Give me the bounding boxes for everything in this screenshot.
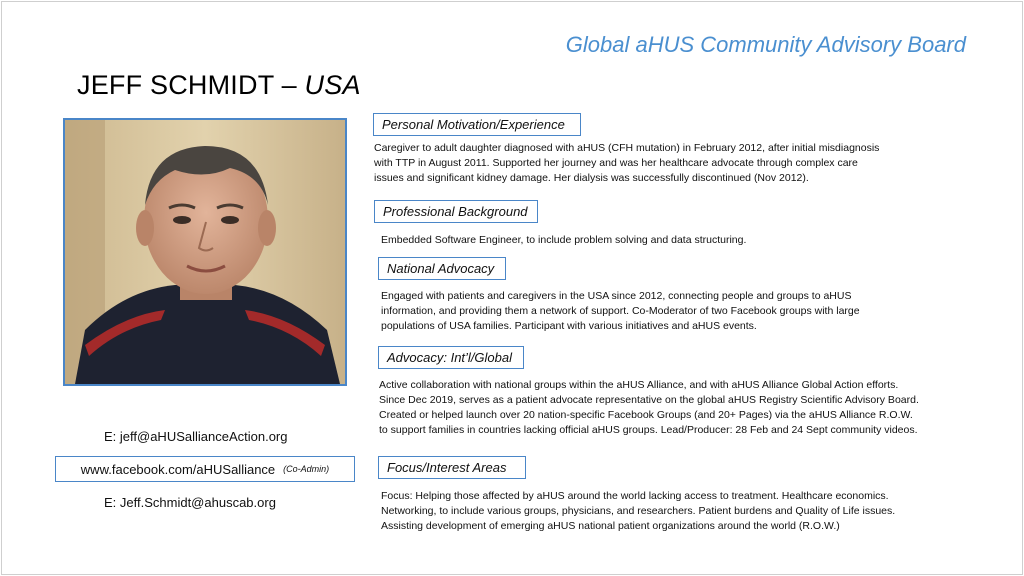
- body-line: Assisting development of emerging aHUS national patient organizations around the world (R.O.W.): [381, 520, 840, 532]
- body-line: Networking, to include various groups, physicians, and researchers. Patient burdens and Quality of Life issues.: [381, 505, 896, 517]
- person-name-text: JEFF SCHMIDT –: [77, 70, 305, 100]
- email-primary[interactable]: E: jeff@aHUSallianceAction.org: [104, 429, 288, 444]
- body-line: Since Dec 2019, serves as a patient advocate representative on the global aHUS Registry Scientific Advisory Board.: [379, 394, 919, 406]
- section-heading-national-advocacy: National Advocacy: [378, 257, 506, 280]
- body-line: Focus: Helping those affected by aHUS around the world lacking access to treatment. Healthcare economics.: [381, 490, 889, 502]
- body-line: information, and providing them a network of support. Co-Moderator of two Facebook groups with large: [381, 305, 860, 317]
- section-heading-focus-interest: Focus/Interest Areas: [378, 456, 526, 479]
- section-heading-personal-motivation: Personal Motivation/Experience: [373, 113, 581, 136]
- section-heading-professional-background: Professional Background: [374, 200, 538, 223]
- section-body-national-advocacy: [381, 289, 941, 334]
- body-line: populations of USA families. Participant with various initiatives and aHUS events.: [381, 320, 757, 332]
- body-line: Active collaboration with national groups within the aHUS Alliance, and with aHUS Alliance Global Action efforts.: [379, 379, 899, 391]
- facebook-link-box[interactable]: [55, 456, 355, 482]
- section-body-focus-interest: [381, 489, 981, 534]
- person-name: [77, 70, 361, 101]
- profile-photo: [63, 118, 347, 386]
- section-body-personal-motivation: [374, 141, 964, 186]
- portrait-illustration: [65, 120, 345, 384]
- person-country: USA: [304, 70, 361, 100]
- body-line: Caregiver to adult daughter diagnosed with aHUS (CFH mutation) in February 2012, after initial misdiagnosis: [374, 142, 880, 154]
- body-line: Engaged with patients and caregivers in the USA since 2012, connecting people and groups to aHUS: [381, 290, 852, 302]
- body-line: to support families in countries lacking official aHUS groups. Lead/Producer: 28 Feb and 24 Sept community videos.: [379, 424, 918, 436]
- board-title: Global aHUS Community Advisory Board: [565, 32, 966, 57]
- body-line: with TTP in August 2011. Supported her journey and was her healthcare advocate through complex care: [374, 157, 858, 169]
- body-line: Created or helped launch over 20 nation-specific Facebook Groups (and 20+ Pages) via the aHUS Alliance R.O.W.: [379, 409, 913, 421]
- section-body-global-advocacy: [379, 378, 989, 438]
- body-line: Embedded Software Engineer, to include problem solving and data structuring.: [381, 234, 747, 246]
- email-secondary[interactable]: E: Jeff.Schmidt@ahuscab.org: [104, 495, 276, 510]
- facebook-url[interactable]: www.facebook.com/aHUSalliance: [80, 461, 276, 477]
- section-body-professional-background: [381, 233, 941, 248]
- section-heading-global-advocacy: Advocacy: Int’l/Global: [378, 346, 524, 369]
- body-line: issues and significant kidney damage. Her dialysis was successfully discontinued (Nov 2012).: [374, 172, 809, 184]
- facebook-role: (Co-Admin): [283, 464, 330, 474]
